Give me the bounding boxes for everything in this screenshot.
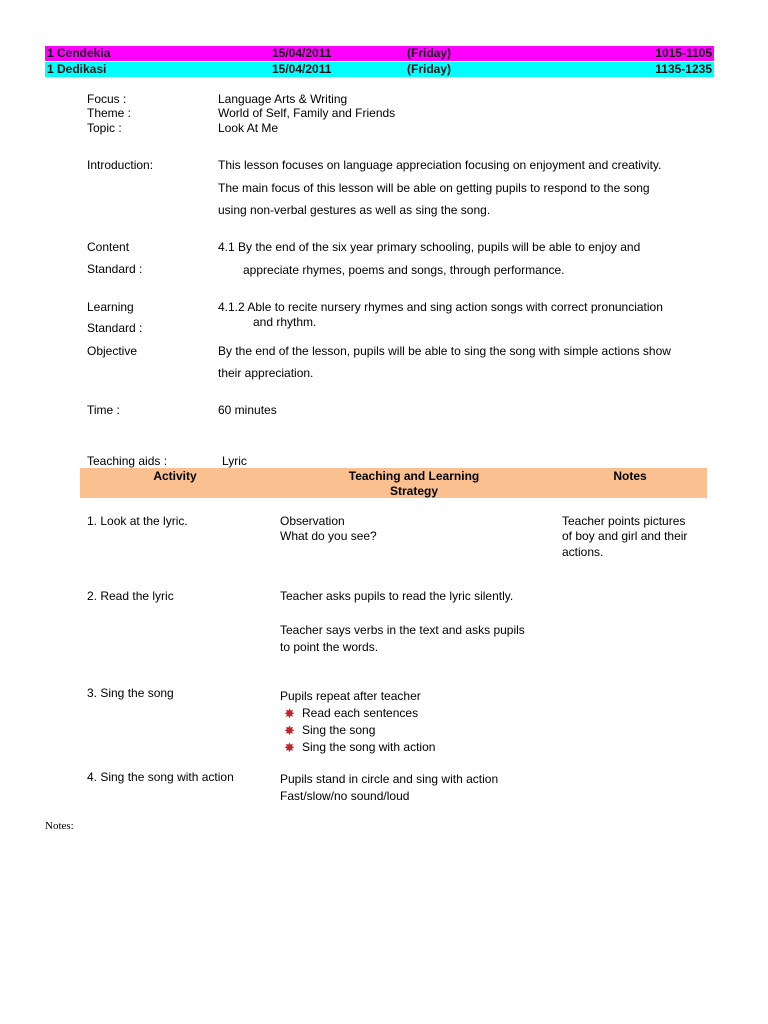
strategy-line: What do you see? (280, 529, 377, 543)
star-bullet-icon: ✸ (284, 706, 295, 721)
focus-value: Language Arts & Writing (218, 92, 348, 106)
topic-label: Topic : (87, 121, 122, 135)
content-standard-line: appreciate rhymes, poems and songs, through performance. (243, 263, 565, 277)
strategy-line: Fast/slow/no sound/loud (280, 789, 410, 803)
star-bullet-icon: ✸ (284, 740, 295, 755)
class-date: 15/04/2011 (272, 46, 332, 60)
activity-cell: 2. Read the lyric (87, 589, 174, 603)
header-strategy-line: Strategy (389, 484, 439, 498)
strategy-line: to point the words. (280, 640, 379, 654)
objective-label: Objective (87, 344, 138, 358)
strategy-line: Pupils repeat after teacher (280, 689, 421, 703)
schedule-row-2 (45, 62, 714, 77)
header-activity: Activity (153, 469, 197, 483)
theme-label: Theme : (87, 106, 132, 120)
strategy-line: Teacher asks pupils to read the lyric silently. (280, 589, 514, 603)
bullet-text: Read each sentences (302, 706, 419, 720)
schedule-row-1 (45, 46, 714, 61)
class-day: (Friday) (407, 62, 452, 76)
content-label: Content (87, 240, 130, 254)
strategy-line: Observation (280, 514, 345, 528)
notes-line: actions. (562, 545, 604, 559)
header-strategy (310, 469, 518, 499)
strategy-line: Pupils stand in circle and sing with action (280, 772, 499, 786)
list-item (284, 723, 376, 738)
bullet-text: Sing the song (302, 723, 376, 737)
theme-value: World of Self, Family and Friends (218, 106, 396, 120)
standard-label: Standard : (87, 321, 143, 335)
bullet-text: Sing the song with action (302, 740, 436, 754)
strategy-line: Teacher says verbs in the text and asks pupils (280, 623, 525, 637)
activity-cell: 3. Sing the song (87, 686, 174, 700)
list-item (284, 740, 436, 755)
introduction-label: Introduction: (87, 158, 154, 172)
content-standard-line: 4.1 By the end of the six year primary schooling, pupils will be able to enjoy and (218, 240, 641, 254)
introduction-line: using non-verbal gestures as well as sing the song. (218, 203, 491, 217)
objective-line: By the end of the lesson, pupils will be able to sing the song with simple actions show (218, 344, 671, 358)
learning-standard-line: 4.1.2 Able to recite nursery rhymes and sing action songs with correct pronunciation (218, 300, 663, 314)
introduction-line: The main focus of this lesson will be able on getting pupils to respond to the song (218, 181, 650, 195)
standard-label: Standard : (87, 262, 143, 276)
focus-label: Focus : (87, 92, 127, 106)
time-value: 60 minutes (218, 403, 277, 417)
notes-line: of boy and girl and their (562, 529, 688, 543)
objective-line: their appreciation. (218, 366, 314, 380)
activity-cell: 1. Look at the lyric. (87, 514, 188, 528)
class-time: 1015-1105 (655, 46, 712, 60)
learning-label: Learning (87, 300, 134, 314)
topic-value: Look At Me (218, 121, 279, 135)
class-name: 1 Dedikasi (47, 62, 107, 76)
class-time: 1135-1235 (655, 62, 712, 76)
teaching-aids-value: Lyric (222, 454, 247, 468)
class-day: (Friday) (407, 46, 452, 60)
time-label: Time : (87, 403, 120, 417)
star-bullet-icon: ✸ (284, 723, 295, 738)
list-item (284, 706, 419, 721)
class-name: 1 Cendekia (47, 46, 111, 60)
notes-line: Teacher points pictures (562, 514, 686, 528)
class-date: 15/04/2011 (272, 62, 332, 76)
header-notes: Notes (613, 469, 647, 483)
activity-table-header (80, 468, 707, 498)
teaching-aids-label: Teaching aids : (87, 454, 168, 468)
activity-cell: 4. Sing the song with action (87, 770, 234, 784)
header-strategy-line: Teaching and Learning (348, 469, 480, 483)
learning-standard-line: and rhythm. (253, 315, 317, 329)
notes-footer-label: Notes: (45, 820, 74, 832)
introduction-line: This lesson focuses on language appreciation focusing on enjoyment and creativity. (218, 158, 662, 172)
